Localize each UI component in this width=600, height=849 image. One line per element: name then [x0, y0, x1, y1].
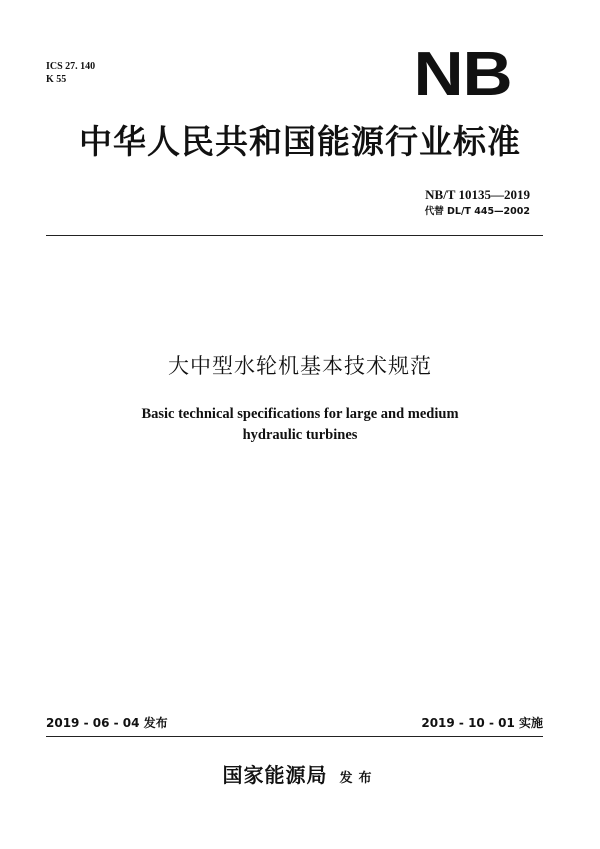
issue-date: 2019 - 06 - 04 发布 [46, 716, 168, 730]
replaces-standard: 代替 DL/T 445—2002 [424, 206, 530, 217]
title-english [0, 404, 600, 446]
title-english-line-2: hydraulic turbines [242, 427, 358, 443]
publisher-line [0, 762, 600, 792]
issuing-body-title: 中华人民共和国能源行业标准 [79, 122, 521, 161]
classification-codes [46, 60, 95, 86]
nb-logo: NB [413, 40, 512, 109]
top-divider [46, 235, 543, 236]
implementation-date: 2019 - 10 - 01 实施 [421, 716, 543, 730]
title-chinese: 大中型水轮机基本技术规范 [168, 354, 432, 378]
bottom-divider [46, 736, 543, 737]
title-english-line-1: Basic technical specifications for large and medium [141, 406, 459, 422]
ics-code: ICS 27. 140 [46, 61, 96, 72]
standard-number: NB/T 10135—2019 [425, 187, 530, 202]
publisher-name: 国家能源局 [222, 763, 328, 787]
publisher-action: 发布 [339, 771, 378, 786]
ccs-code: K 55 [46, 74, 67, 85]
